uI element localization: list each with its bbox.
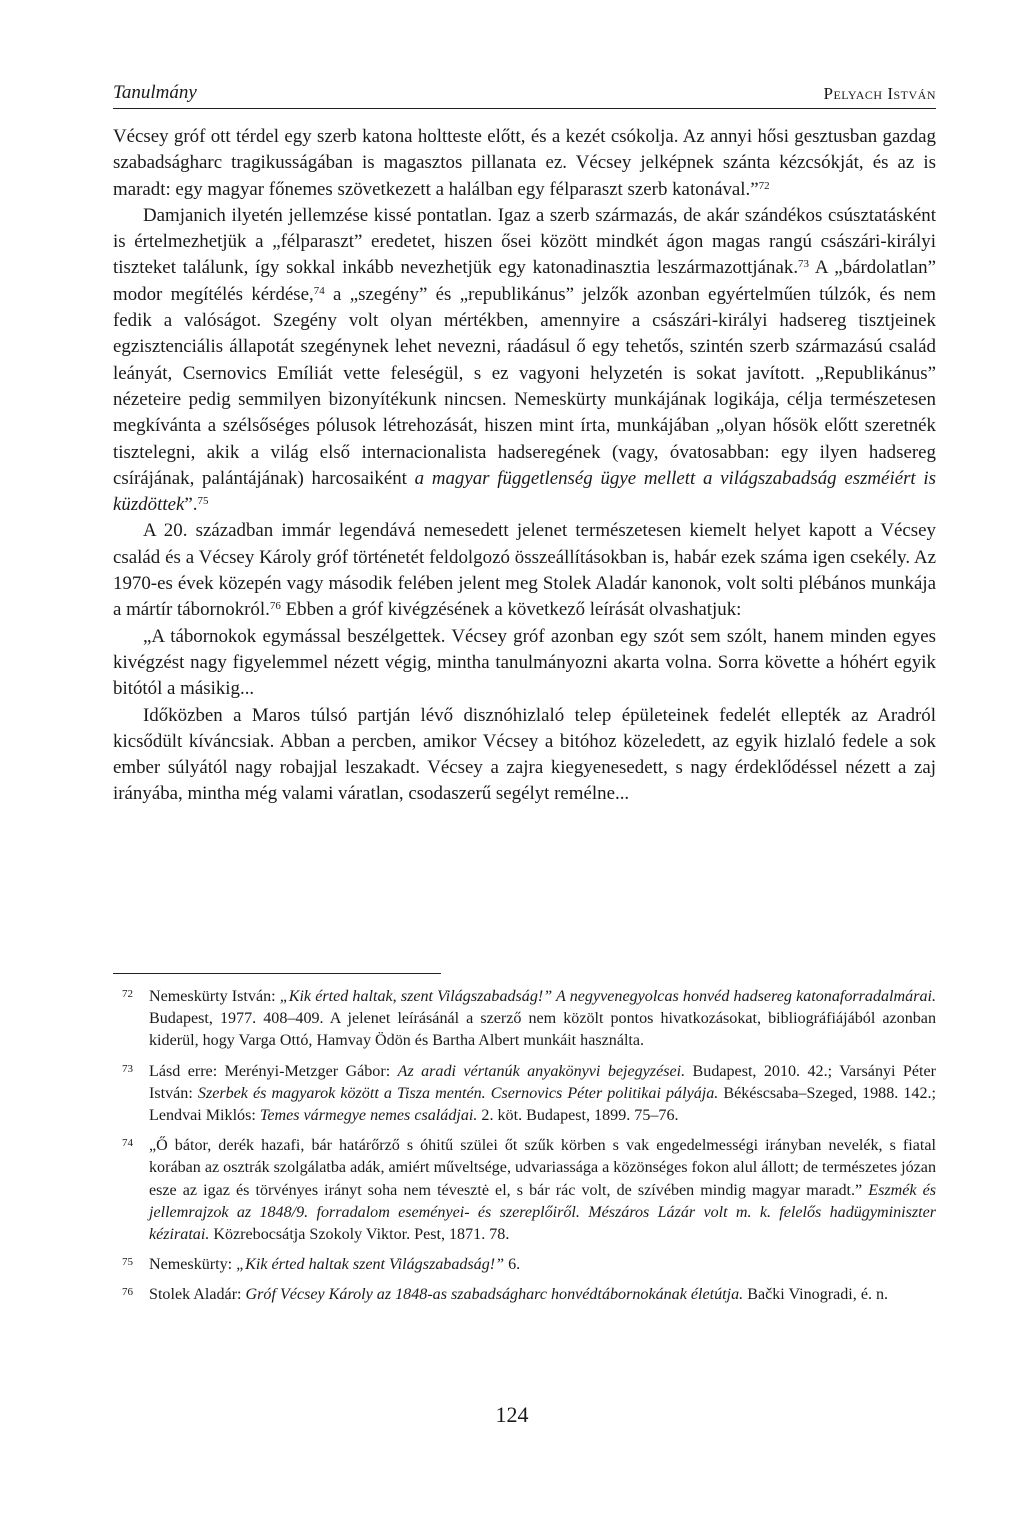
footnote-title: Az aradi vértanúk anyakönyvi bejegyzései. [397, 1062, 686, 1080]
footnote-text: Bački Vinogradi, é. n. [743, 1286, 889, 1304]
author-name: Pelyach István [823, 84, 936, 103]
paragraph-quote-end [113, 124, 936, 203]
paragraph-text: A 20. században immár legendává nemesedett jelenet természetesen kiemelt helyet kapott a Vécsey család és a Vécsey Károly gróf történetét feldolgozó összeállításokban is, habár ezek száma igen csekély. Az 1970-es évek közepén vagy második felében jelent meg Stolek Aladár kanonok, volt solti plébános munkája a mártír tábornokról. [113, 520, 936, 621]
footnote-number: 76 [122, 1286, 133, 1299]
footnote-text: Budapest, 2010. 42.; Varsányi Péter István: [149, 1062, 936, 1102]
paragraph-text: Vécsey gróf ott térdel egy szerb katona holtteste előtt, és a kezét csókolja. Az annyi hősi gesztusban gazdag szabadságharc tragikusságában is magasztos pillanata ez. Vécsey jelképnek szánta kézcsókját, és az is maradt: egy magyar főnemes szövetkezett a halálban egy félparaszt szerb katonával.” [113, 126, 936, 200]
footnote-text: Közrebocsátja Szokoly Viktor. Pest, 1871. 78. [209, 1226, 510, 1244]
footnote-ref[interactable]: 75 [197, 495, 209, 508]
footnote-72 [113, 986, 936, 1053]
page-number: 124 [495, 1402, 529, 1427]
footnote-number: 72 [122, 988, 133, 1000]
paragraph-text: Ebben a gróf kivégzésének a következő leírását olvashatjuk: [280, 599, 742, 621]
paragraph-text: A „bárdolatlan” modor megítélés kérdése, [113, 257, 936, 305]
footnote-title: Gróf Vécsey Károly az 1848-as szabadságharc honvédtábornokának életútja. [245, 1286, 744, 1304]
footnote-divider [113, 973, 441, 974]
footnote-text: Nemeskürty: [149, 1256, 237, 1274]
footnote-73 [113, 1061, 936, 1128]
paragraph-quote-2: Időközben a Maros túlsó partján lévő disznóhizlaló telep épületeinek fedelét ellepték az Aradról kicsődült kíváncsiak. Abban a percben, amikor Vécsey a bitóhoz közeledett, az egyik hizlaló fedele a sok ember súlyától nagy robajjal leszakadt. Vécsey a zajra kiegyenesedett, s nagy érdeklődéssel nézett a zaj irányába, mintha még valami váratlan, csodaszerű segélyt remélne... [113, 704, 936, 805]
footnote-text: Stolek Aladár: [149, 1286, 246, 1304]
footnote-ref[interactable]: 73 [798, 258, 810, 271]
paragraph-text: a „szegény” és „republikánus” jelzők azonban egyértelműen túlzók, és nem fedik a valóságot. Szegény volt olyan mértékben, amennyire a császári-királyi hadsereg tisztjeinek egzisztenciális állapotát szegénynek lehet nevezni, ráadásul ő egy tehetős, szintén szerb származású család leányát, Csernovics Emíliát vette feleségül, s ez vagyoni helyzetén is sokat javított. „Republikánus” nézeteire pedig semmilyen bizonyítékunk nincsen. Nemeskürty munkájának logikája, célja természetesen megkívánta a szélsőséges pólusok létrehozását, hiszen mint írta, munkájában „olyan hősök előtt szeretnék tisztelegni, akik a világ első internacionalista hadseregének (vagy, óvatosabban: egy ilyen hadsereg csírájának, palántájának) harcosaiként [113, 283, 936, 489]
footnote-75 [113, 1254, 936, 1276]
main-text [113, 124, 936, 808]
footnote-title: „Kik érted haltak, szent Világszabadság!” A negyvenegyolcas honvéd hadsereg katonaforradalmárai. [279, 988, 936, 1005]
footnote-number: 73 [122, 1062, 133, 1075]
footnote-text: Budapest, 1977. 408–409. A jelenet leírásánál a szerző nem közölt pontos hivatkozásokat, bibliográfiájából azonban kiderül, hogy Varga Ottó, Hamvay Ödön és Bartha Albert munkáit használta. [149, 1010, 936, 1050]
running-head [113, 78, 936, 109]
footnote-ref[interactable]: 72 [758, 179, 770, 192]
footnote-title: Temes vármegye nemes családjai. [259, 1107, 478, 1125]
footnote-text: 6. [504, 1256, 521, 1274]
footnote-74 [113, 1135, 936, 1246]
footnote-title: „Kik érted haltak szent Világszabadság!” [236, 1256, 505, 1274]
paragraph-damjanich [113, 203, 936, 519]
section-label: Tanulmány [113, 82, 197, 103]
footnote-ref[interactable]: 74 [313, 284, 325, 297]
footnote-number: 74 [122, 1137, 133, 1150]
italic-quote: a magyar függetlenség ügye mellett a világszabadság eszméiért is küzdöttek [113, 467, 936, 516]
footnotes [113, 986, 936, 1315]
footnote-76 [113, 1284, 936, 1306]
footnote-ref[interactable]: 76 [269, 600, 281, 613]
footnote-text: 2. köt. Budapest, 1899. 75–76. [477, 1107, 679, 1125]
footnote-title: Szerbek és magyarok között a Tisza mentén. Csernovics Péter politikai pályája. [197, 1084, 719, 1102]
paragraph-text: Damjanich ilyetén jellemzése kissé pontatlan. Igaz a szerb származás, de akár szándékos csúsztatásként is értelmezhetjük a „félparaszt” eredetet, hiszen ősei között mindkét ágon magas rangú császári-királyi tiszteket találunk, így sokkal inkább nevezhetjük egy katonadinasztia leszármazottjának. [113, 204, 936, 279]
footnote-number: 75 [122, 1256, 133, 1269]
footnote-text: Békéscsaba–Szeged, 1988. 142.; Lendvai Miklós: [149, 1084, 937, 1125]
footnote-text: Nemeskürty István: [149, 988, 280, 1005]
paragraph-quote-1: „A tábornokok egymással beszélgettek. Vécsey gróf azonban egy szót sem szólt, hanem minden egyes kivégzést nagy figyelemmel nézett végig, mintha tanulmányozni akarta volna. Sorra követte a hóhért egyik bitótól a másikig... [113, 625, 936, 700]
footnote-text: „Ő bátor, derék hazafi, bár határőrző s óhitű szülei őt szűk körben s vak engedelmességi irányban nevelék, s fiatal korában az osztrák szolgálatba adák, amiért műveltsége, udvariassága a közönséges fokon alul állott; de természetes józan esze az igaz és törvényes irányt soha nem tévesztė el, s bár rác volt, de szívében mindig magyar maradt.” [149, 1137, 936, 1199]
paragraph-text: ”. [184, 494, 198, 516]
footnote-title: Eszmék és jellemrajzok az 1848/9. forradalom eseményei- és szereplőiről. Mészáros Lázár volt m. k. felelős hadügyminiszter kéziratai. [149, 1181, 936, 1244]
paragraph-20th-century [113, 518, 936, 623]
footnote-text: Lásd erre: Merényi-Metzger Gábor: [149, 1062, 398, 1080]
